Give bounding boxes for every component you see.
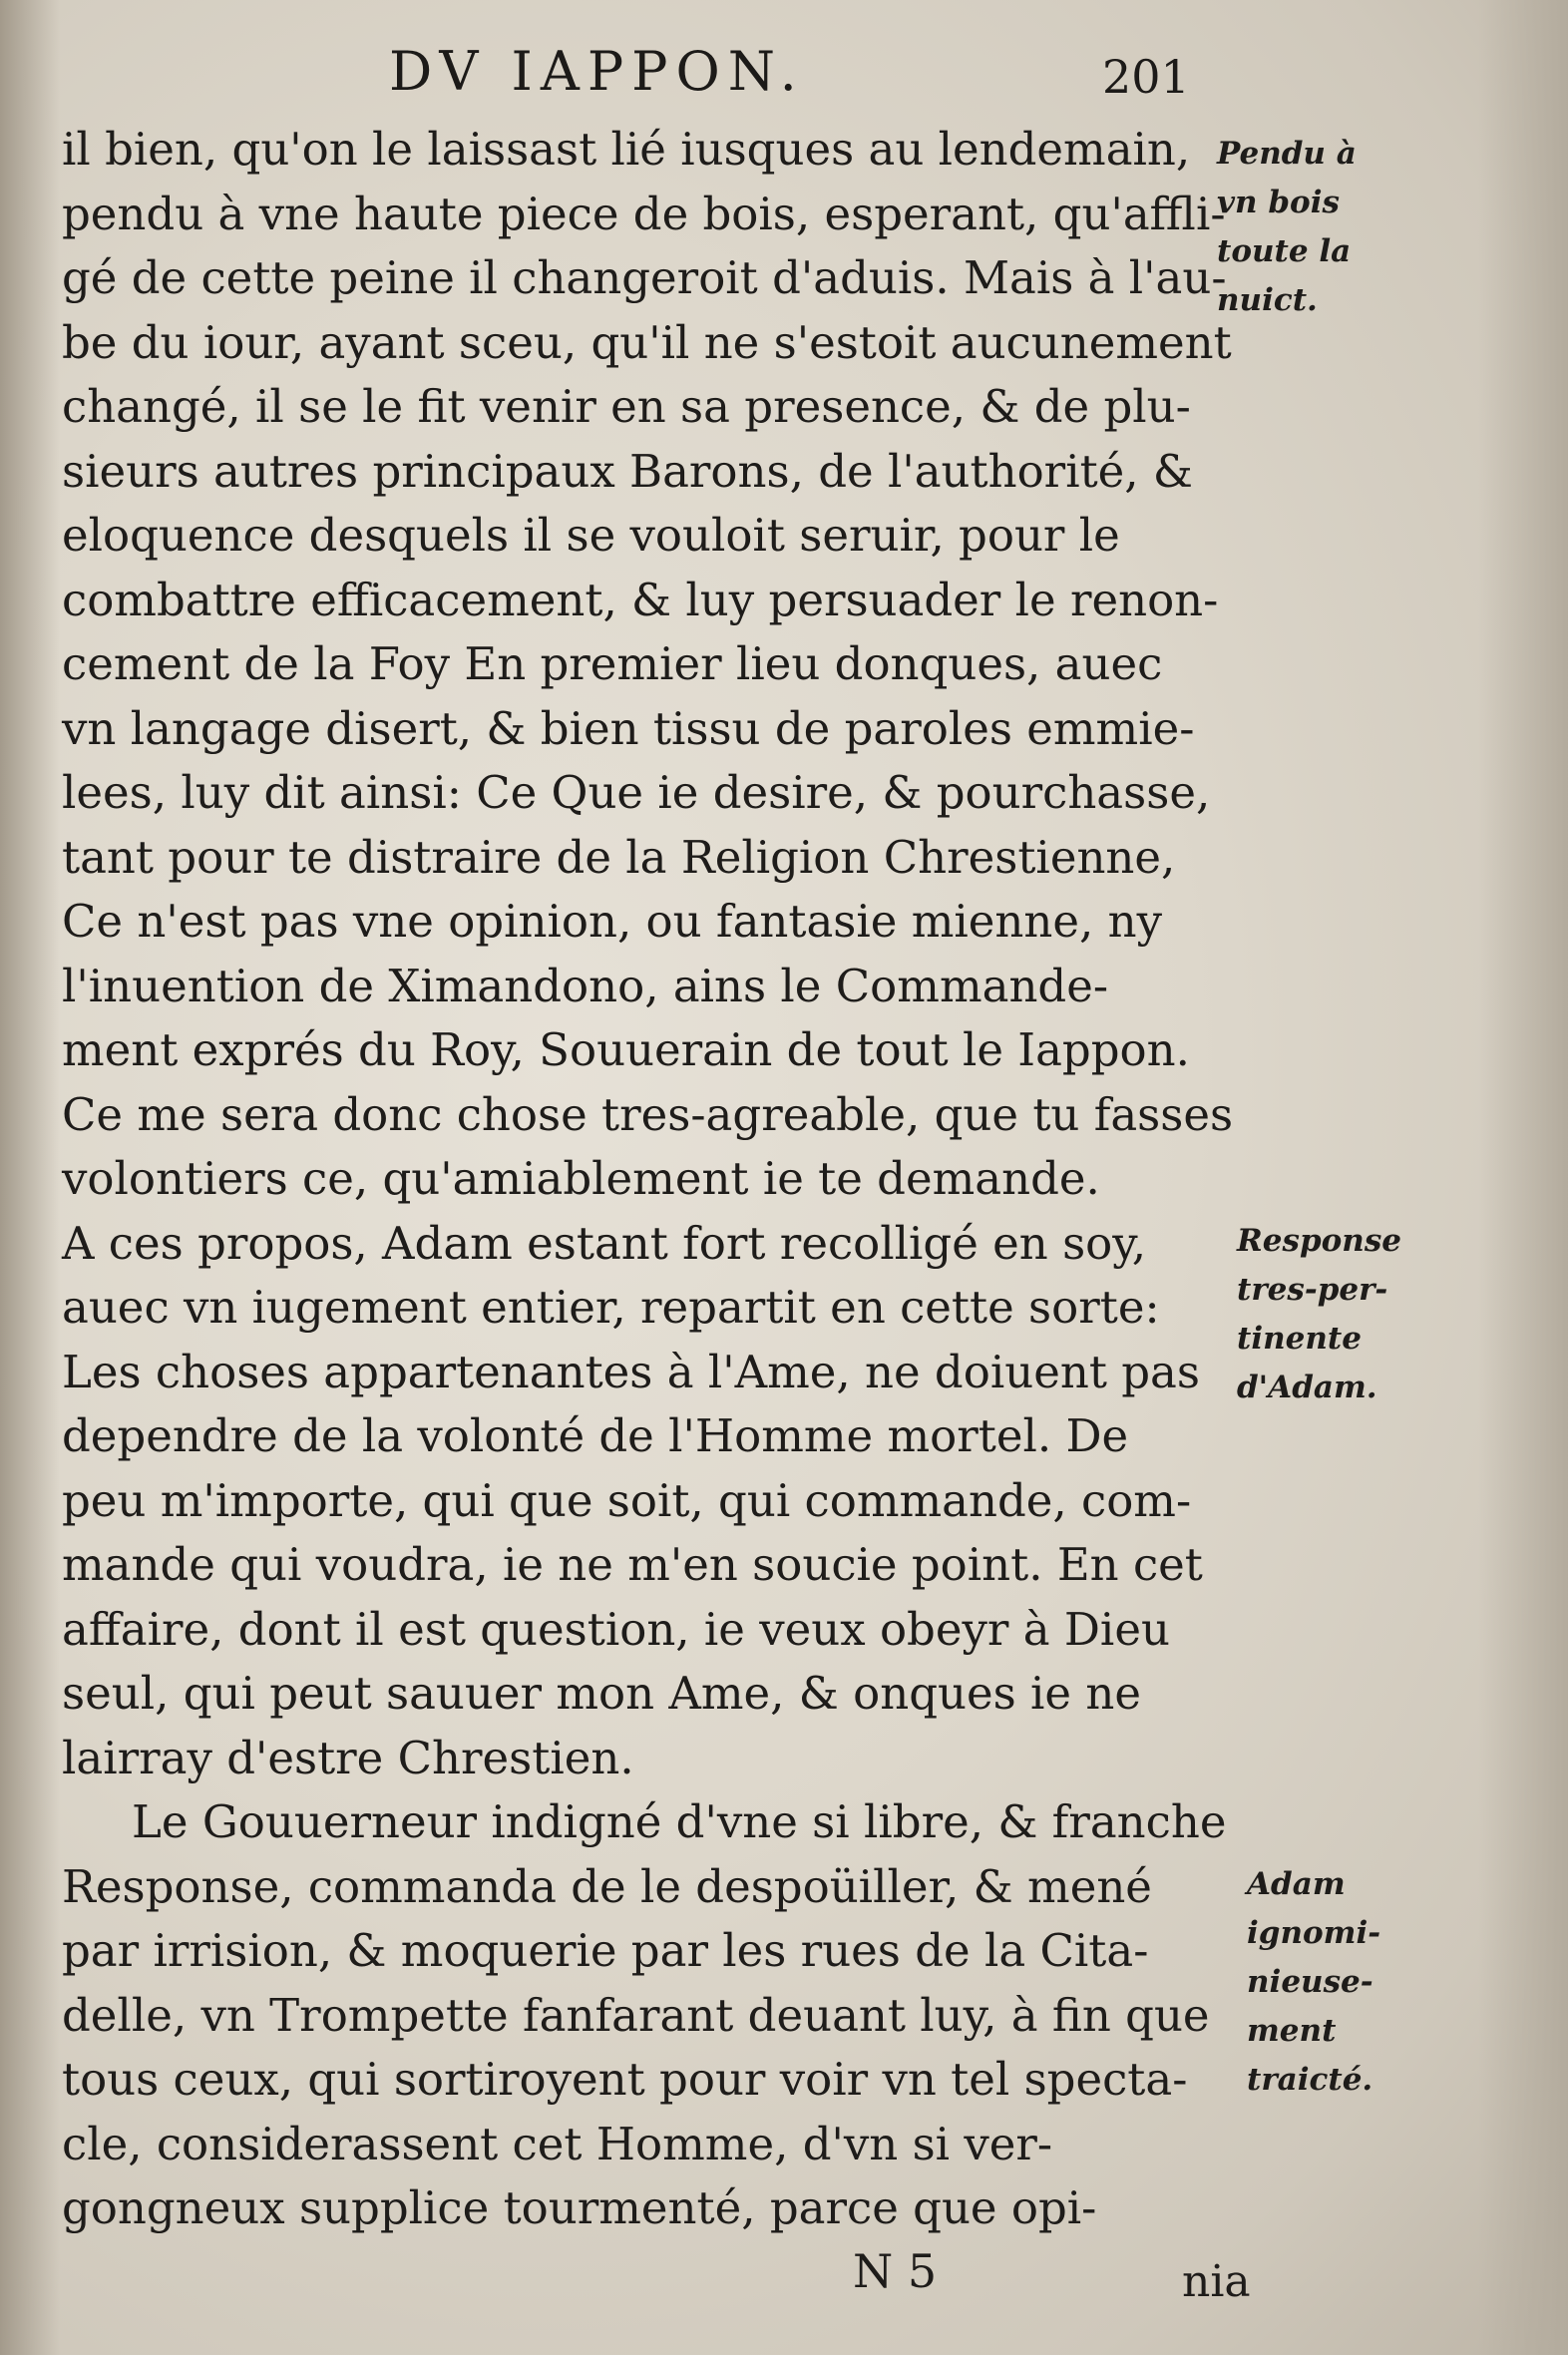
margin-note-response <box>1237 1217 1446 1412</box>
page-number: 201 <box>1102 50 1190 104</box>
text-line: dependre de la volonté de l'Homme mortel. De <box>62 1409 1129 1462</box>
text-line: Ce me sera donc chose tres-agreable, que tu fasses <box>62 1087 1234 1141</box>
text-line: lees, luy dit ainsi: Ce Que ie desire, & pourchasse, <box>62 766 1211 819</box>
text-line: combattre efficacement, & luy persuader le renon- <box>62 573 1219 626</box>
margin-note-pendu <box>1217 130 1426 325</box>
text-line: gé de cette peine il changeroit d'aduis. Mais à l'au- <box>62 251 1227 304</box>
text-line: delle, vn Trompette fanfarant deuant luy, à fin que <box>62 1988 1210 2042</box>
margin-note-adam <box>1247 1860 1456 2105</box>
text-line: par irrision, & moquerie par les rues de la Cita- <box>62 1924 1149 1977</box>
margin-note-line: Adam <box>1247 1866 1346 1902</box>
running-head: DV IAPPON. <box>389 40 805 103</box>
text-line: auec vn iugement entier, repartit en cette sorte: <box>62 1281 1160 1334</box>
margin-note-line: d'Adam. <box>1237 1370 1377 1405</box>
text-line: l'inuention de Ximandono, ains le Commande- <box>62 959 1109 1012</box>
margin-note-line: nuict. <box>1217 282 1318 318</box>
text-line: affaire, dont il est question, ie veux obeyr à Dieu <box>62 1602 1170 1656</box>
text-line: volontiers ce, qu'amiablement ie te demande. <box>62 1152 1100 1205</box>
text-line: lairray d'estre Chrestien. <box>62 1731 634 1784</box>
text-line: changé, il se le fit venir en sa presence, & de plu- <box>62 380 1191 433</box>
text-line: sieurs autres principaux Barons, de l'authorité, & <box>62 444 1193 498</box>
text-line: eloquence desquels il se vouloit seruir, pour le <box>62 509 1120 562</box>
text-line: cement de la Foy En premier lieu donques, auec <box>62 637 1163 690</box>
text-line: gongneux supplice tourmenté, parce que opi- <box>62 2181 1097 2234</box>
text-line: Response, commanda de le despoüiller, & mené <box>62 1859 1152 1913</box>
margin-note-line: vn bois <box>1217 185 1340 220</box>
margin-note-line: Response <box>1237 1223 1402 1259</box>
text-line: pendu à vne haute piece de bois, esperant, qu'affli- <box>62 187 1226 240</box>
margin-note-line: tres-per- <box>1237 1272 1388 1308</box>
text-line-paragraph-start: Le Gouuerneur indigné d'vne si libre, & franche <box>132 1795 1227 1848</box>
text-line: il bien, qu'on le laissast lié iusques au lendemain, <box>62 123 1191 176</box>
text-line: tous ceux, qui sortiroyent pour voir vn tel specta- <box>62 2053 1188 2106</box>
text-line: Les choses appartenantes à l'Ame, ne doiuent pas <box>62 1345 1200 1398</box>
text-line: A ces propos, Adam estant fort recolligé en soy, <box>62 1216 1147 1270</box>
text-line: ment exprés du Roy, Souuerain de tout le Iappon. <box>62 1023 1190 1076</box>
catchword: nia <box>1182 2256 1251 2307</box>
margin-note-line: nieuse- <box>1247 1964 1373 2000</box>
text-line: mande qui voudra, ie ne m'en soucie point. En cet <box>62 1538 1203 1591</box>
body-text <box>62 118 1239 2241</box>
text-line: Ce n'est pas vne opinion, ou fantasie mienne, ny <box>62 895 1163 948</box>
text-line: cle, considerassent cet Homme, d'vn si ver- <box>62 2117 1053 2170</box>
signature-mark: N 5 <box>853 2244 938 2298</box>
text-line: vn langage disert, & bien tissu de paroles emmie- <box>62 701 1195 755</box>
text-line: tant pour te distraire de la Religion Chrestienne, <box>62 830 1176 884</box>
margin-note-line: ment <box>1247 2013 1337 2049</box>
margin-note-line: ignomi- <box>1247 1915 1381 1951</box>
margin-note-line: traicté. <box>1247 2062 1373 2098</box>
text-line: be du iour, ayant sceu, qu'il ne s'estoit aucunement <box>62 315 1232 369</box>
margin-note-line: toute la <box>1217 233 1352 269</box>
text-line: peu m'importe, qui que soit, qui commande, com- <box>62 1473 1192 1527</box>
text-line: seul, qui peut sauuer mon Ame, & onques ie ne <box>62 1667 1141 1720</box>
margin-note-line: tinente <box>1237 1321 1362 1357</box>
margin-note-line: Pendu à <box>1217 136 1357 172</box>
